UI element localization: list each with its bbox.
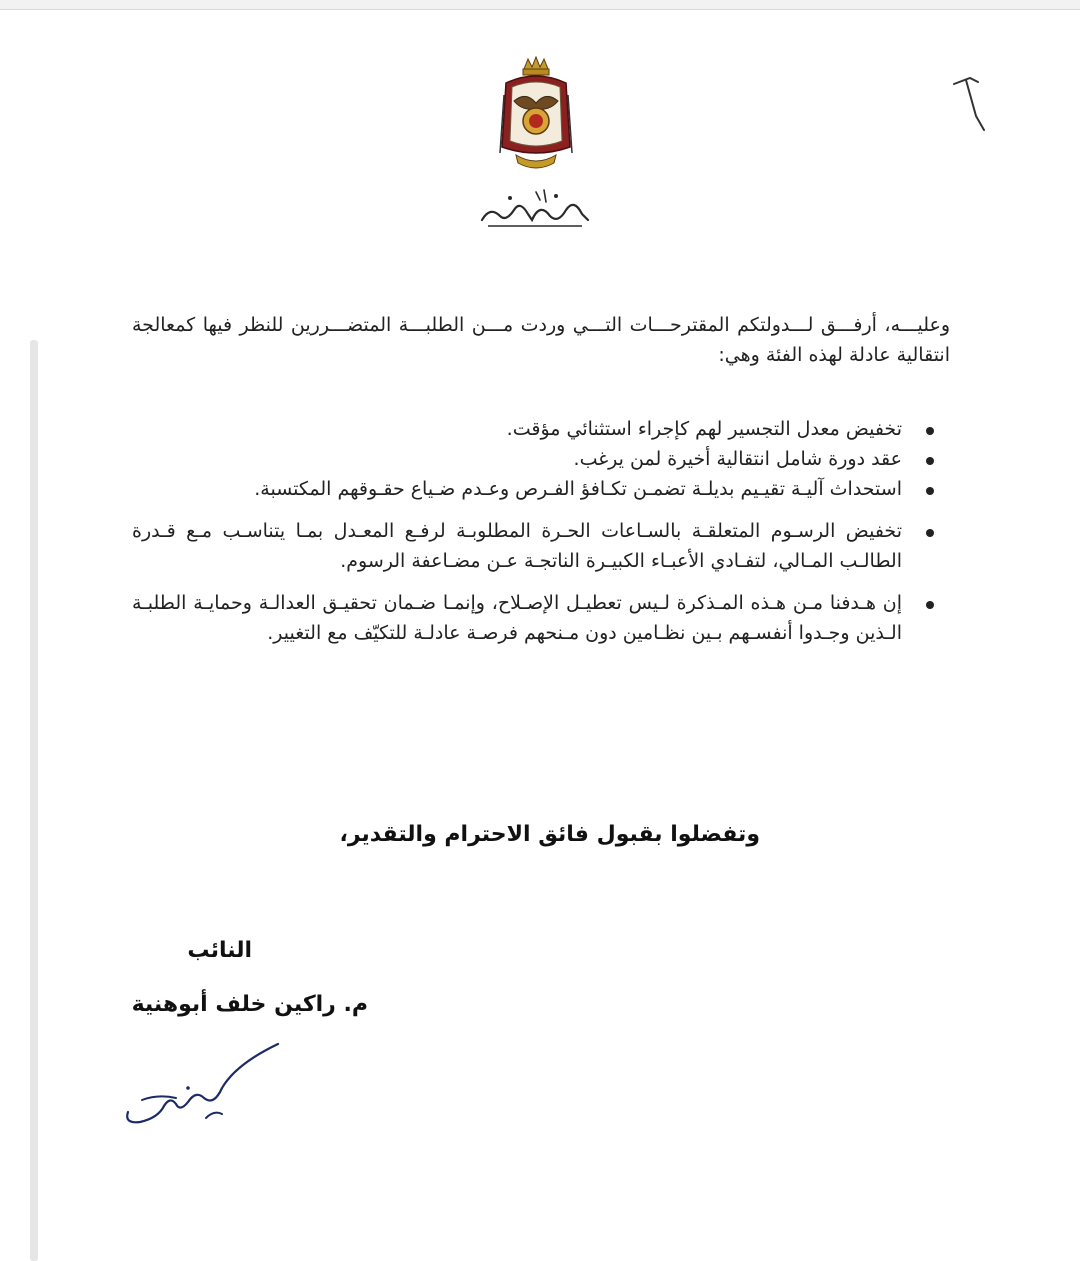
signature-icon: [118, 1028, 288, 1138]
proposals-list: [132, 414, 944, 648]
handwritten-mark-icon: [948, 68, 998, 148]
top-edge: [0, 0, 1080, 10]
list-item: استحداث آليـة تقيـيم بديلـة تضمـن تكـافؤ الفـرص وعـدم ضـياع حقـوقهم المكتسبة.: [132, 474, 944, 504]
list-item: تخفيض معدل التجسير لهم كإجراء استثنائي مؤقت.: [132, 414, 944, 444]
letter-intro: وعليـــه، أرفـــق لـــدولتكم المقترحـــات التـــي وردت مـــن الطلبـــة المتضـــررين للنظر فيها كمعالجة انتقالية عادلة لهذه الفئة وهي:: [132, 314, 950, 366]
list-item: تخفيض الرسـوم المتعلقـة بالسـاعات الحـرة المطلوبـة لرفـع المعـدل بمـا يتناسـب مـع قـدرة الطالـب المـالي، لتفـادي الأعبـاء الكبيـرة الناتجـة عـن مضـاعفة الرسوم.: [132, 516, 944, 576]
list-item: إن هـدفنا مـن هـذه المـذكرة لـيس تعطيـل الإصـلاح، وإنمـا ضـمان تحقيـق العدالـة وحمايـة الطلبـة الـذين وجـدوا أنفسـهم بـين نظـامين دون مـنحهم فرصـة عادلـة للتكيّف مع التغيير.: [132, 588, 944, 648]
signatory-title: النائب: [187, 938, 252, 963]
signatory-name: م. راكين خلف أبوهنية: [131, 992, 368, 1017]
list-item: عقد دورة شامل انتقالية أخيرة لمن يرغب.: [132, 444, 944, 474]
closing-line: وتفضلوا بقبول فائق الاحترام والتقدير،: [339, 822, 760, 847]
council-logo-icon: [470, 180, 600, 240]
letter-page: [0, 10, 1080, 1261]
coat-of-arms-icon: [494, 55, 578, 175]
